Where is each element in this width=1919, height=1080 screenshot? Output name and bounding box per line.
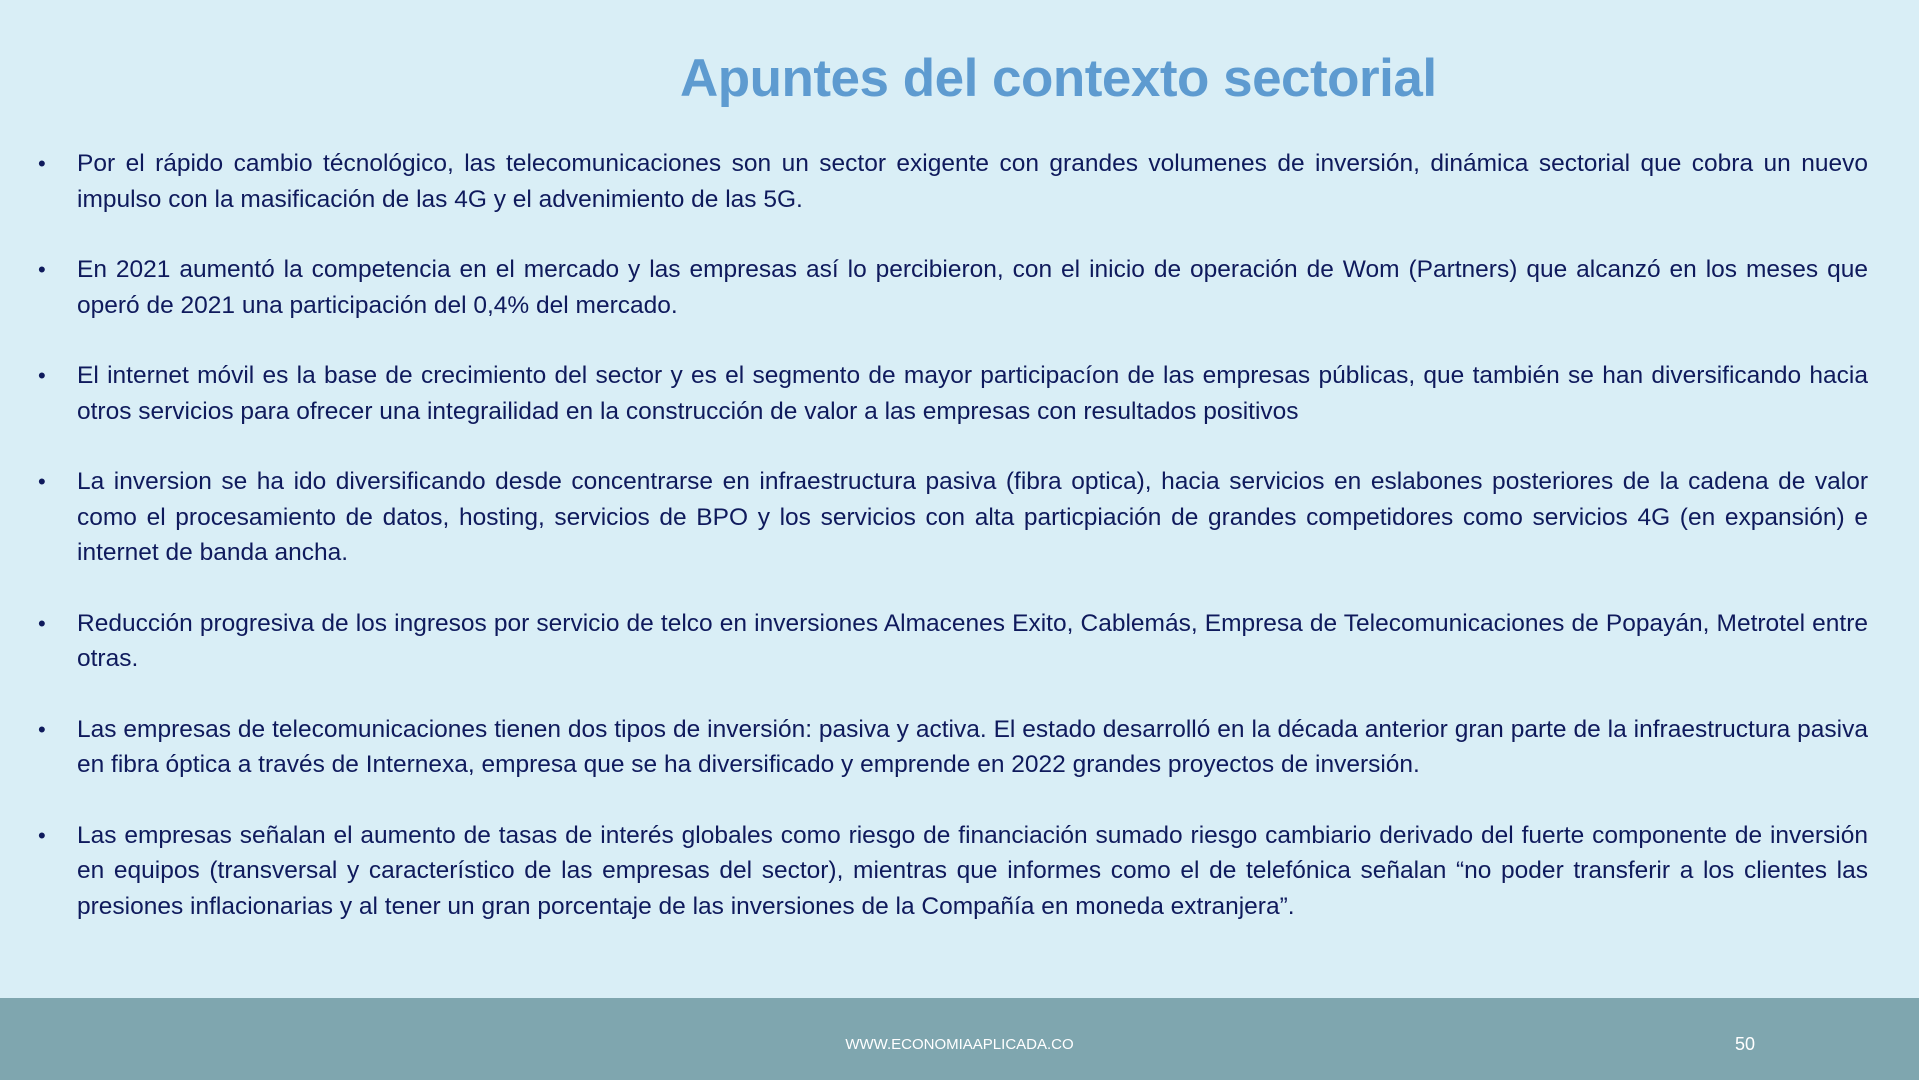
bullet-item xyxy=(38,146,1868,217)
bullet-dot-icon: • xyxy=(38,257,46,282)
bullet-dot-icon: • xyxy=(38,822,46,848)
bullet-text: La inversion se ha ido diversificando desde concentrarse en infraestructura pasiva (fibra optica), hacia servicios en eslabones posteriores de la cadena de valor como el procesamiento de datos, hosting, servicios de BPO y los servicios con alta particpiación de grandes competidores como servicios 4G (en expansión) e internet de banda ancha. xyxy=(77,468,1868,566)
bullet-dot-icon: • xyxy=(38,716,46,742)
bullet-item xyxy=(38,252,1868,323)
bullet-dot-icon: • xyxy=(38,151,46,176)
bullet-text: Las empresas de telecomunicaciones tienen dos tipos de inversión: pasiva y activa. El estado desarrolló en la década anterior gran parte de la infraestructura pasiva en fibra óptica a través de Internexa, empresa que se ha diversificado y emprende en 2022 grandes proyectos de inversión. xyxy=(77,715,1868,778)
bullet-list xyxy=(38,146,1868,959)
bullet-dot-icon: • xyxy=(38,363,46,388)
footer-website-link[interactable]: WWW.ECONOMIAAPLICADA.CO xyxy=(845,1036,1074,1053)
bullet-dot-icon: • xyxy=(38,469,46,494)
bullet-text: Por el rápido cambio técnológico, las telecomunicaciones son un sector exigente con grandes volumenes de inversión, dinámica sectorial que cobra un nuevo impulso con la masificación de las 4G y el advenimiento de las 5G. xyxy=(77,150,1868,213)
bullet-text: Las empresas señalan el aumento de tasas de interés globales como riesgo de financiación sumado riesgo cambiario derivado del fuerte componente de inversión en equipos (transversal y característico de las empresas del sector), mientras que informes como el de telefónica señalan “no poder transferir a los clientes las presiones inflacionarias y al tener un gran porcentaje de las inversiones de la Compañía en moneda extranjera”. xyxy=(77,821,1868,920)
footer-bar xyxy=(0,998,1919,1080)
bullet-dot-icon: • xyxy=(38,610,46,636)
bullet-item xyxy=(38,712,1868,783)
bullet-item xyxy=(38,358,1868,429)
bullet-item xyxy=(38,606,1868,677)
bullet-text: El internet móvil es la base de crecimiento del sector y es el segmento de mayor participacíon de las empresas públicas, que también se han diversificando hacia otros servicios para ofrecer una integrailidad en la construcción de valor a las empresas con resultados positivos xyxy=(77,362,1868,425)
bullet-text: En 2021 aumentó la competencia en el mercado y las empresas así lo percibieron, con el inicio de operación de Wom (Partners) que alcanzó en los meses que operó de 2021 una participación del 0,4% del mercado. xyxy=(77,256,1868,319)
page-number: 50 xyxy=(1735,1034,1756,1054)
slide-title: Apuntes del contexto sectorial xyxy=(680,49,1437,108)
bullet-item xyxy=(38,464,1868,571)
bullet-text: Reducción progresiva de los ingresos por servicio de telco en inversiones Almacenes Exito, Cablemás, Empresa de Telecomunicaciones de Popayán, Metrotel entre otras. xyxy=(77,609,1868,672)
bullet-item xyxy=(38,818,1868,925)
